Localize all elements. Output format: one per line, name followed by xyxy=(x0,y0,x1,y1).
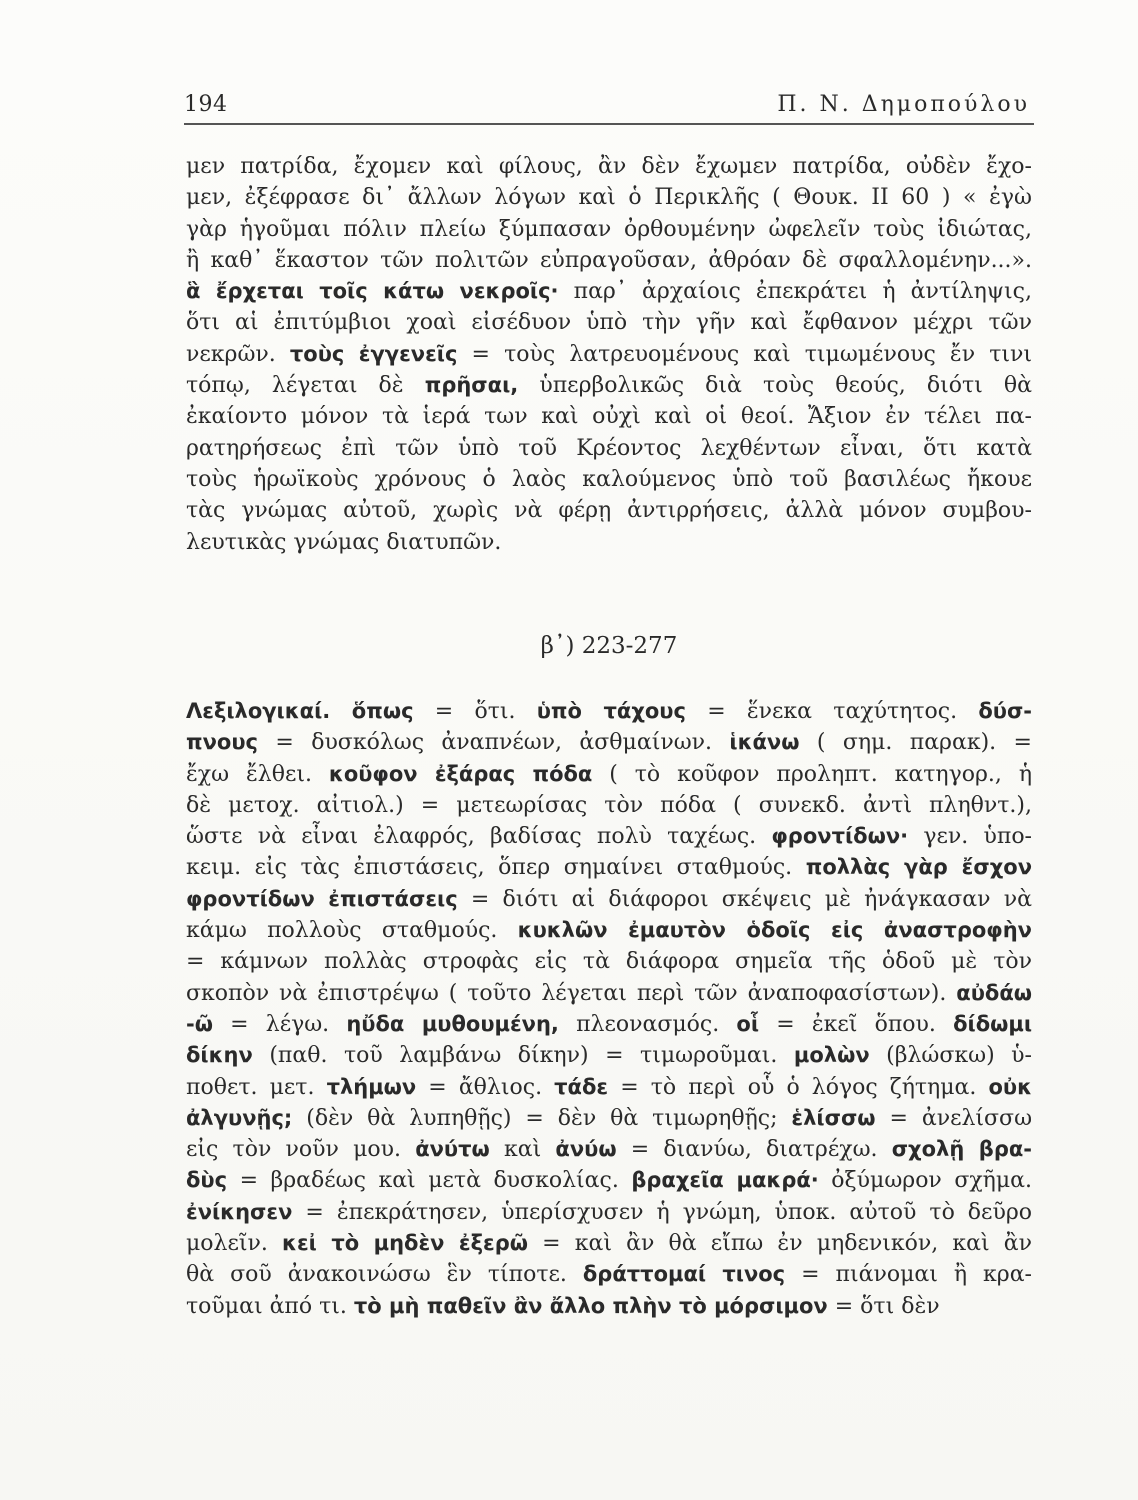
text-line xyxy=(186,1072,1032,1103)
text-line xyxy=(186,1040,1032,1071)
text-run: κειμ. εἰς τὰς ἐπιστάσεις, ὅπερ σημαίνει σταθμούς. xyxy=(186,855,806,881)
text-line xyxy=(186,339,1032,370)
text-run: τοῦμαι ἀπό τι. xyxy=(186,1293,354,1319)
bold-term: δράττομαί τινος xyxy=(582,1262,786,1287)
bold-term: πνους xyxy=(186,730,258,755)
text-line xyxy=(186,821,1032,852)
text-line xyxy=(186,1228,1032,1259)
bold-term: ἐνίκησεν xyxy=(186,1199,293,1224)
bold-term: δίκην xyxy=(186,1043,253,1068)
text-run: = ἄθλιος. xyxy=(416,1074,555,1100)
text-run: εἰς τὸν νοῦν μου. xyxy=(186,1137,416,1163)
text-run: ποθετ. μετ. xyxy=(186,1074,327,1100)
text-run: ( τὸ κοῦφον προληπτ. κατηγορ., ἡ xyxy=(592,761,1033,787)
bold-term: ἑλίσσω xyxy=(791,1105,876,1130)
bold-term: πολλὰς γὰρ ἔσχον xyxy=(805,855,1032,880)
text-line xyxy=(186,495,1032,526)
text-run: ἐκαίοντο μόνον τὰ ἱερά των καὶ οὐχὶ καὶ οἱ θεοί. Ἄξιον ἐν τέλει πα- xyxy=(186,404,1032,430)
text-line xyxy=(186,852,1032,883)
text-line xyxy=(186,433,1032,464)
bold-term: σχολῇ βρα- xyxy=(891,1137,1032,1162)
bold-term: τάδε xyxy=(554,1074,609,1099)
bold-term: πρῆσαι, xyxy=(424,373,519,398)
text-line xyxy=(186,1291,1032,1322)
text-line xyxy=(186,401,1032,432)
bold-term: κεἰ τὸ μηδὲν ἐξερῶ xyxy=(282,1231,528,1256)
header-rule xyxy=(184,123,1034,125)
text-line xyxy=(186,307,1032,338)
text-run: (βλώσκω) ὑ- xyxy=(869,1043,1032,1069)
text-run: δὲ μετοχ. αἰτιολ.) = μετεωρίσας τὸν πόδα ( συνεκδ. ἀντὶ πληθντ.), xyxy=(186,792,1032,818)
text-line xyxy=(186,1197,1032,1228)
text-line xyxy=(186,182,1032,213)
text-run: = διανύω, διατρέχω. xyxy=(616,1137,892,1163)
text-run: = πιάνομαι ἢ κρα- xyxy=(785,1262,1032,1288)
bold-term: κυκλῶν ἐμαυτὸν ὁδοῖς εἰς ἀναστροφὴν xyxy=(517,918,1032,943)
bold-term: ἀλγυνῇς; xyxy=(186,1105,293,1130)
text-run: = κάμνων πολλὰς στροφὰς εἰς τὰ διάφορα σημεῖα τῆς ὁδοῦ μὲ τὸν xyxy=(186,949,1032,975)
text-run: (δὲν θὰ λυπηθῇς) = δὲν θὰ τιμωρηθῇς; xyxy=(292,1105,792,1131)
text-line xyxy=(186,1259,1032,1290)
text-run: νεκρῶν. xyxy=(186,341,290,367)
vocabulary-paragraph xyxy=(186,696,1032,1322)
text-line xyxy=(186,696,1032,727)
bold-term: μολὼν xyxy=(793,1043,870,1068)
text-run: = ἐπεκράτησεν, ὑπερίσχυσεν ἡ γνώμη, ὑποκ. αὐτοῦ τὸ δεῦρο xyxy=(292,1199,1032,1225)
text-line xyxy=(186,527,1032,558)
text-run: μολεῖν. xyxy=(186,1231,283,1257)
text-line xyxy=(186,915,1032,946)
text-run: θὰ σοῦ ἀνακοινώσω ἓν τίποτε. xyxy=(186,1262,583,1288)
text-run: σκοπὸν νὰ ἐπιστρέψω ( τοῦτο λέγεται περὶ τῶν ἀναποφασίστων). xyxy=(186,980,957,1006)
bold-term: δύσ- xyxy=(978,699,1033,723)
bold-term: φροντίδων ἐπιστάσεις xyxy=(186,886,458,911)
text-line xyxy=(186,464,1032,495)
text-line xyxy=(186,884,1032,915)
text-run: = ἐκεῖ ὅπου. xyxy=(759,1011,954,1037)
text-line xyxy=(186,151,1032,182)
text-run: γὰρ ἡγοῦμαι πόλιν πλείω ξύμπασαν ὀρθουμένην ὠφελεῖν τοὺς ἰδιώτας, xyxy=(186,216,1032,242)
text-run: γεν. ὑπο- xyxy=(908,824,1032,850)
bold-term: δίδωμι xyxy=(953,1011,1033,1036)
bold-term: ἀνύω xyxy=(555,1137,617,1162)
text-line xyxy=(186,214,1032,245)
bold-term: οἷ xyxy=(736,1011,760,1036)
text-run: = διότι αἱ διάφοροι σκέψεις μὲ ἠνάγκασαν νὰ xyxy=(457,886,1032,912)
text-line xyxy=(186,727,1032,758)
text-run: = ὅτι δὲν xyxy=(827,1293,940,1319)
bold-term: τλήμων xyxy=(326,1074,417,1099)
text-run: μεν πατρίδα, ἔχομεν καὶ φίλους, ἂν δὲν ἔχωμεν πατρίδα, οὐδὲν ἔχο- xyxy=(186,154,1032,179)
text-run: = δυσκόλως ἀναπνέων, ἀσθμαίνων. xyxy=(257,730,730,756)
bold-term: κοῦφον ἐξάρας πόδα xyxy=(328,761,593,786)
bold-term: τοὺς ἐγγενεῖς xyxy=(289,341,458,366)
bold-term: ὑπὸ τάχους xyxy=(536,699,686,723)
bold-term: δὺς xyxy=(186,1168,228,1193)
text-run: = ὅτι. xyxy=(413,699,537,724)
text-line xyxy=(186,1165,1032,1196)
text-run: κάμω πολλοὺς σταθμούς. xyxy=(186,918,518,944)
text-run: ὑπερβολικῶς διὰ τοὺς θεούς, διότι θὰ xyxy=(518,373,1032,399)
text-run: = βραδέως καὶ μετὰ δυσκολίας. xyxy=(227,1168,632,1194)
text-run: καὶ xyxy=(489,1137,556,1163)
text-line xyxy=(186,946,1032,977)
text-line xyxy=(186,790,1032,821)
bold-term: ἃ ἔρχεται τοῖς κάτω νεκροῖς· xyxy=(186,279,559,304)
bold-term: βραχεῖα μακρά· xyxy=(631,1168,819,1193)
text-run: μεν, ἐξέφρασε δι᾽ ἄλλων λόγων καὶ ὁ Περικλῆς ( Θουκ. ΙΙ 60 ) « ἐγὼ xyxy=(186,185,1032,211)
text-run: λευτικὰς γνώμας διατυπῶν. xyxy=(186,529,502,555)
text-run: = λέγω. xyxy=(212,1011,347,1037)
bold-term: ἱκάνω xyxy=(729,730,800,755)
text-run: ρατηρήσεως ἐπὶ τῶν ὑπὸ τοῦ Κρέοντος λεχθέντων εἶναι, ὅτι κατὰ xyxy=(186,435,1032,461)
running-head-title: Π. Ν. Δημοπούλου xyxy=(777,92,1030,117)
text-line xyxy=(186,1134,1032,1165)
text-run: = καὶ ἂν θὰ εἴπω ἐν μηδενικόν, καὶ ἂν xyxy=(528,1231,1032,1257)
text-run: ὅτι αἱ ἐπιτύμβιοι χοαὶ εἰσέδυον ὑπὸ τὴν γῆν καὶ ἔφθανον μέχρι τῶν xyxy=(186,310,1032,336)
text-run: τοὺς ἡρωϊκοὺς χρόνους ὁ λαὸς καλούμενος ὑπὸ τοῦ βασιλέως ἤκουε xyxy=(186,466,1032,492)
bold-term: φροντίδων· xyxy=(771,824,909,849)
text-run: ὀξύμωρον σχῆμα. xyxy=(818,1168,1033,1194)
text-run: τόπῳ, λέγεται δὲ xyxy=(186,373,425,399)
text-run: ( σημ. παρακ). = xyxy=(799,730,1032,756)
bold-term: ἀνύτω xyxy=(415,1137,490,1162)
bold-term: αὐδάω xyxy=(956,980,1032,1005)
running-head xyxy=(184,82,1034,122)
text-run: = ἕνεκα ταχύτητος. xyxy=(685,699,979,724)
text-line xyxy=(186,1103,1032,1134)
text-line xyxy=(186,276,1032,307)
text-run: = τοὺς λατρευομένους καὶ τιμωμένους ἔν τινι xyxy=(457,341,1032,367)
text-line xyxy=(186,1009,1032,1040)
bold-term: τὸ μὴ παθεῖν ἂν ἄλλο πλὴν τὸ μόρσιμον xyxy=(353,1293,828,1318)
bold-term: οὐκ xyxy=(988,1074,1032,1099)
text-run: ἔχω ἔλθει. xyxy=(186,761,329,787)
bold-term: ηὔδα μυθουμένη, xyxy=(346,1011,559,1036)
page-number: 194 xyxy=(184,92,228,117)
text-line xyxy=(186,978,1032,1009)
text-run: ἢ καθ᾽ ἕκαστον τῶν πολιτῶν εὐπραγοῦσαν, ἀθρόαν δὲ σφαλλομένην...». xyxy=(186,247,1032,273)
text-line xyxy=(186,370,1032,401)
text-line xyxy=(186,245,1032,276)
text-run: = ἀνελίσσω xyxy=(875,1105,1033,1131)
text-line xyxy=(186,759,1032,790)
text-run: τὰς γνώμας αὐτοῦ, χωρὶς νὰ φέρῃ ἀντιρρήσεις, ἀλλὰ μόνον συμβου- xyxy=(186,498,1032,524)
bold-term: Λεξιλογικαί. ὅπως xyxy=(186,699,414,723)
commentary-paragraph-1 xyxy=(186,151,1032,558)
bold-term: -ῶ xyxy=(186,1011,213,1036)
text-run: παρ᾽ ἀρχαίοις ἐπεκράτει ἡ ἀντίληψις, xyxy=(558,279,1032,305)
section-heading: β᾽) 223-277 xyxy=(540,633,678,659)
text-run: (παθ. τοῦ λαμβάνω δίκην) = τιμωροῦμαι. xyxy=(252,1043,794,1069)
text-run: ὥστε νὰ εἶναι ἐλαφρός, βαδίσας πολὺ ταχέως. xyxy=(186,824,772,850)
text-run: πλεονασμός. xyxy=(558,1011,737,1037)
text-run: = τὸ περὶ οὗ ὁ λόγος ζήτημα. xyxy=(608,1074,989,1100)
